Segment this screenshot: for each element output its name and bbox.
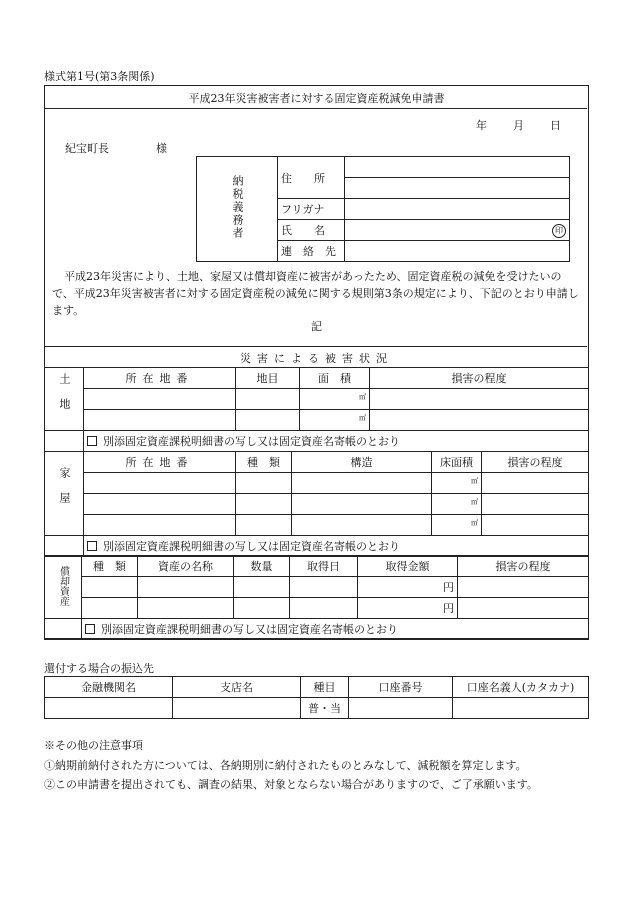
house-col-location: 所在地番 (84, 452, 236, 473)
land-table (44, 367, 589, 452)
house-note-checkbox[interactable] (87, 541, 97, 551)
depr-col-qty: 数量 (234, 556, 290, 577)
refund-bank-field[interactable] (45, 698, 173, 719)
refund-account-field[interactable] (349, 698, 453, 719)
land-note: 別添固定資産課税明細書の写し又は固定資産名寄帳のとおり (103, 435, 400, 448)
refund-heading: 還付する場合の振込先 (44, 662, 154, 675)
depr-type-1[interactable] (82, 577, 138, 598)
depr-note-checkbox[interactable] (85, 624, 95, 634)
house-area-1[interactable] (432, 473, 482, 494)
depr-col-type: 種 類 (82, 556, 138, 577)
refund-col-account: 口座番号 (349, 677, 453, 698)
land-unit-2: ㎡ (359, 413, 366, 422)
house-type-2[interactable] (236, 494, 292, 515)
depr-qty-1[interactable] (234, 577, 290, 598)
address-field-2[interactable] (345, 178, 570, 199)
notes-item-2: ②この申請書を提出されても、調査の結果、対象とならない場合がありますので、ご了承願います。 (44, 778, 538, 791)
land-unit-1: ㎡ (359, 392, 366, 401)
depr-col-amount: 取得金額 (358, 556, 458, 577)
house-damage-2[interactable] (482, 494, 589, 515)
land-label: 土地 (58, 372, 71, 423)
depr-damage-2[interactable] (458, 598, 589, 619)
land-label-cell (45, 368, 84, 431)
refund-col-branch: 支店名 (173, 677, 301, 698)
house-location-3[interactable] (84, 515, 236, 536)
depr-table (44, 555, 589, 640)
house-table (44, 451, 589, 557)
form-number: 様式第1号(第3条関係) (44, 70, 155, 83)
depr-qty-2[interactable] (234, 598, 290, 619)
seal-mark: 印 (552, 224, 566, 238)
land-col-damage: 損害の程度 (370, 368, 589, 389)
taxpayer-label-cell (197, 157, 278, 262)
house-unit-2: ㎡ (471, 497, 478, 506)
land-category-2[interactable] (236, 410, 300, 431)
taxpayer-label: 納税義務者 (231, 175, 244, 240)
house-label: 家屋 (58, 467, 71, 517)
recipient-honorific: 様 (156, 142, 167, 155)
land-col-location: 所在地番 (84, 368, 236, 389)
furigana-label: フリガナ (278, 199, 345, 220)
date-year: 年 (476, 119, 487, 132)
house-note-row (84, 536, 589, 557)
house-col-floor-area: 床面積 (432, 452, 482, 473)
body-text: 平成23年災害により、土地、家屋又は償却資産に被害があったため、固定資産税の減免を受けたいので、平成23年災害被害者に対する固定資産税の減免に関する規則第3条の規定により、下記のとおり申請します。 (52, 270, 579, 317)
depr-unit-1: 円 (443, 581, 454, 594)
title-divider (44, 108, 587, 109)
refund-col-type: 種目 (301, 677, 349, 698)
house-damage-1[interactable] (482, 473, 589, 494)
damage-header-top (44, 346, 587, 347)
depr-damage-1[interactable] (458, 577, 589, 598)
furigana-field[interactable] (345, 199, 570, 220)
depr-col-name: 資産の名称 (138, 556, 234, 577)
house-area-3[interactable] (432, 515, 482, 536)
land-col-category: 地目 (236, 368, 300, 389)
house-structure-2[interactable] (292, 494, 432, 515)
date-day: 日 (550, 119, 561, 132)
refund-branch-field[interactable] (173, 698, 301, 719)
refund-col-bank: 金融機関名 (45, 677, 173, 698)
refund-type-field[interactable]: 普・当 (301, 698, 349, 719)
land-note-row (84, 431, 589, 452)
house-note-spacer (45, 536, 84, 557)
form-title: 平成23年災害被害者に対する固定資産税減免申請書 (188, 92, 445, 105)
land-col-area: 面 積 (300, 368, 370, 389)
house-col-damage: 損害の程度 (482, 452, 589, 473)
address-label: 住 所 (278, 157, 345, 199)
depr-name-2[interactable] (138, 598, 234, 619)
depr-col-date: 取得日 (290, 556, 358, 577)
depr-col-damage: 損害の程度 (458, 556, 589, 577)
date-month: 月 (513, 119, 524, 132)
taxpayer-table (196, 156, 570, 262)
house-structure-3[interactable] (292, 515, 432, 536)
house-note: 別添固定資産課税明細書の写し又は固定資産名寄帳のとおり (103, 540, 400, 553)
depr-note-spacer (45, 619, 82, 640)
notes-heading: ※その他の注意事項 (44, 739, 143, 752)
name-label: 氏 名 (278, 220, 345, 241)
house-unit-3: ㎡ (471, 518, 478, 527)
land-location-2[interactable] (84, 410, 236, 431)
land-location-1[interactable] (84, 389, 236, 410)
depr-date-1[interactable] (290, 577, 358, 598)
contact-label: 連 絡 先 (278, 241, 345, 262)
land-area-1[interactable] (300, 389, 370, 410)
land-area-2[interactable] (300, 410, 370, 431)
house-unit-1: ㎡ (471, 476, 478, 485)
name-field[interactable] (345, 220, 570, 241)
house-area-2[interactable] (432, 494, 482, 515)
depr-date-2[interactable] (290, 598, 358, 619)
contact-field[interactable] (345, 241, 570, 262)
land-note-checkbox[interactable] (87, 436, 97, 446)
depr-label: 償却資産 (57, 565, 69, 606)
depr-note: 別添固定資産課税明細書の写し又は固定資産名寄帳のとおり (101, 623, 398, 636)
house-col-structure: 構造 (292, 452, 432, 473)
recipient-name: 紀宝町長 (65, 142, 109, 155)
notes-item-1: ①納期前納付された方については、各納期別に納付されたものとみなして、減税額を算定します。 (44, 759, 527, 772)
depr-note-row (82, 619, 589, 640)
land-damage-2[interactable] (370, 410, 589, 431)
land-damage-1[interactable] (370, 389, 589, 410)
depr-type-2[interactable] (82, 598, 138, 619)
depr-label-cell (45, 556, 82, 619)
house-label-cell (45, 452, 84, 536)
depr-amount-2[interactable] (358, 598, 458, 619)
house-damage-3[interactable] (482, 515, 589, 536)
depr-name-1[interactable] (138, 577, 234, 598)
depr-amount-1[interactable] (358, 577, 458, 598)
refund-holder-field[interactable] (453, 698, 589, 719)
house-type-3[interactable] (236, 515, 292, 536)
house-structure-1[interactable] (292, 473, 432, 494)
address-field[interactable] (345, 157, 570, 178)
house-location-1[interactable] (84, 473, 236, 494)
refund-col-holder: 口座名義人(カタカナ) (453, 677, 589, 698)
ki-label: 記 (311, 320, 322, 333)
land-note-spacer (45, 431, 84, 452)
house-type-1[interactable] (236, 473, 292, 494)
refund-table (44, 676, 589, 719)
damage-header: 災害による被害状況 (240, 352, 393, 365)
house-col-type: 種 類 (236, 452, 292, 473)
house-location-2[interactable] (84, 494, 236, 515)
depr-unit-2: 円 (443, 602, 454, 615)
land-category-1[interactable] (236, 389, 300, 410)
